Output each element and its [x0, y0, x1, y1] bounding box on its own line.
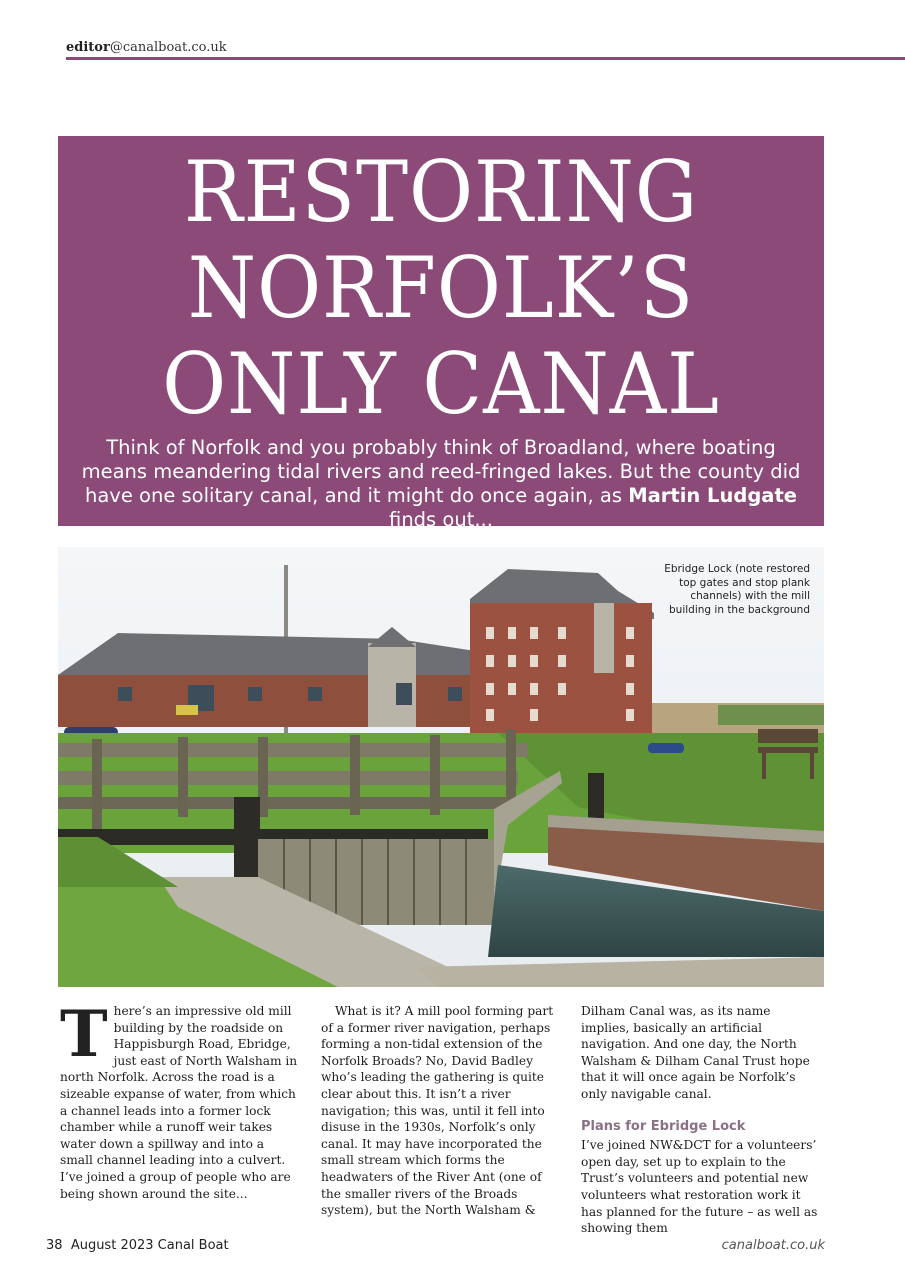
- title-line-1: RESTORING: [183, 143, 699, 241]
- header-email: [66, 40, 227, 55]
- lock-photo: [58, 547, 824, 987]
- page-number: 38: [46, 1238, 63, 1253]
- title-line-3: ONLY CANAL: [162, 335, 720, 433]
- article-column-3: [581, 1003, 821, 1237]
- article-column-1: [60, 997, 300, 1202]
- article-paragraph-2: What is it? A mill pool forming part of a former river navigation, perhaps forming a non-tidal extension of the Norfolk Broads? No, David Badley who’s leading the gathering is quite clear about this. It isn’t a river navigation; this was, until it fell into disuse in the 1930s, Norfolk’s only canal. It may have incorporated the small stream which forms the headwaters of the River Ant (one of the smaller rivers of the Broads system), but the North Walsham &: [321, 1004, 554, 1218]
- header-email-user: editor: [66, 40, 110, 55]
- drop-cap: T: [60, 997, 108, 1072]
- article-paragraph-1-text: here’s an impressive old mill building by the roadside on Happisburgh Road, Ebridge, just east of North Walsham in north Norfolk. Across the road is a sizeable expanse of water, from which a channel leads into a former lock chamber while a runoff weir takes water down a spillway and into a small channel leading into a culvert. I’ve joined a group of people who are being shown around the site...: [60, 1004, 298, 1201]
- magazine-name: Canal Boat: [157, 1238, 229, 1253]
- article-column-2: [321, 1003, 561, 1219]
- footer-folio: [46, 1238, 229, 1253]
- hero-banner: [58, 136, 824, 531]
- standfirst-ending: finds out...: [389, 508, 493, 531]
- issue-date: August 2023: [70, 1238, 154, 1253]
- standfirst-author: Martin Ludgate: [628, 484, 797, 507]
- standfirst: [78, 436, 804, 532]
- article-paragraph-3: Dilham Canal was, as its name implies, basically an artificial navigation. And one day, the North Walsham & Dilham Canal Trust hope that it will once again be Norfolk’s only navigable canal.: [581, 1004, 810, 1101]
- article-title: [85, 144, 797, 432]
- footer-website: canalboat.co.uk: [721, 1238, 825, 1253]
- title-line-2: NORFOLK’S: [187, 239, 695, 337]
- header-email-domain: @canalboat.co.uk: [109, 40, 227, 55]
- standfirst-text: Think of Norfolk and you probably think of Broadland, where boating means meandering tidal rivers and reed-fringed lakes. But the county did have one solitary canal, and it might do once again, as: [81, 436, 801, 507]
- header-rule: [66, 57, 905, 60]
- article-paragraph-4: I’ve joined NW&DCT for a volunteers’ open day, set up to explain to the Trust’s volunteers and potential new volunteers what restoration work it has planned for the future – as well as showing them: [581, 1138, 818, 1236]
- photo-caption: Ebridge Lock (note restored top gates and stop plank channels) with the mill building in the background: [664, 563, 810, 616]
- section-subhead: Plans for Ebridge Lock: [581, 1118, 746, 1134]
- article-paragraph-1: [60, 997, 300, 1202]
